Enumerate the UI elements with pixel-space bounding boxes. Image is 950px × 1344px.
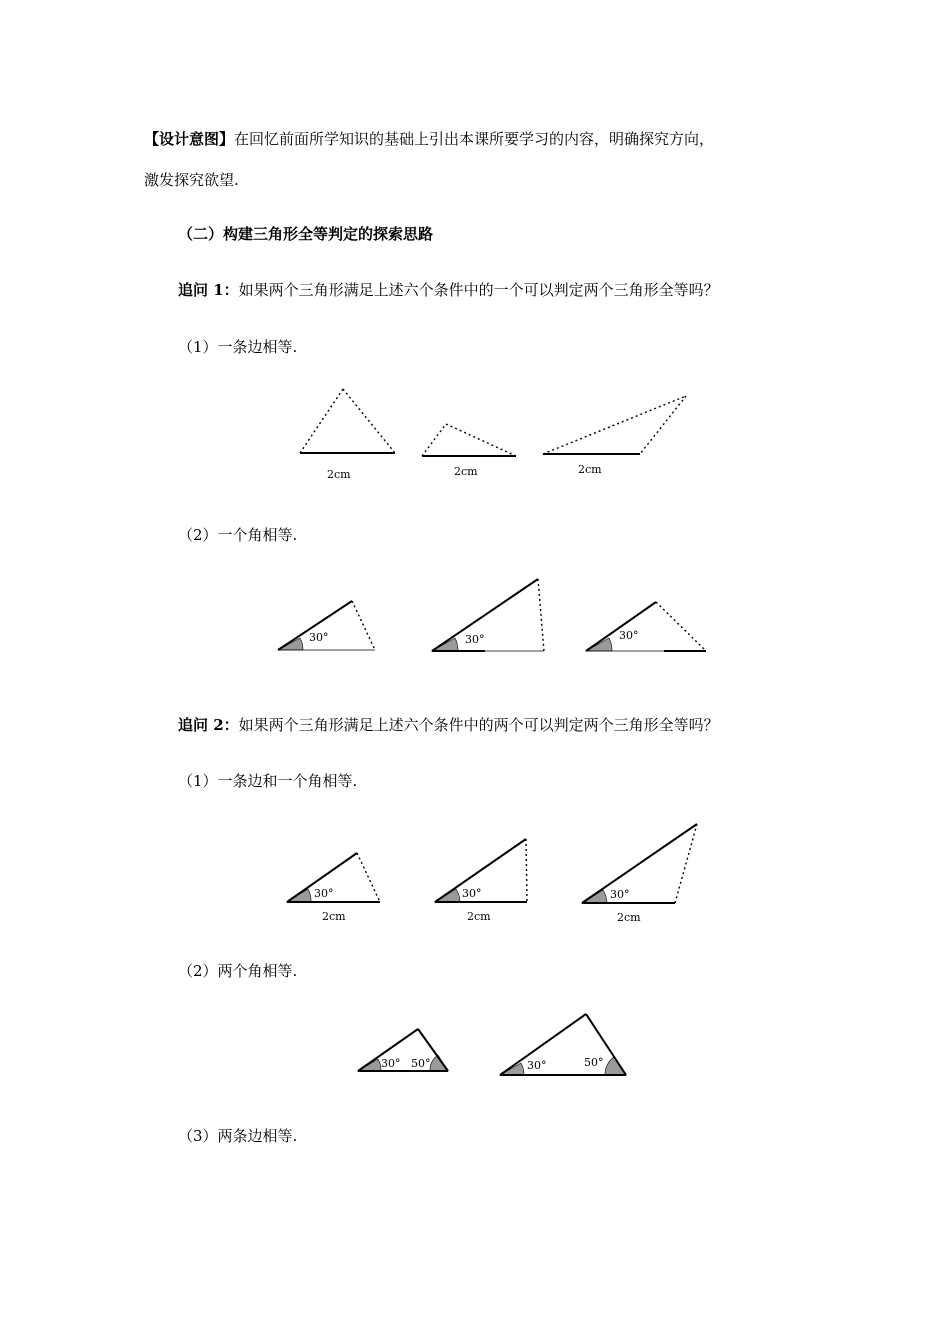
angle-label-4b-50: 50° bbox=[584, 1056, 604, 1069]
q1-item-1: （1）一条边相等. bbox=[178, 338, 298, 356]
q2-item-3: （3）两条边相等. bbox=[178, 1127, 298, 1145]
design-intent-text: 在回忆前面所学知识的基础上引出本课所要学习的内容，明确探究方向， bbox=[234, 130, 715, 148]
side-label-3b: 2cm bbox=[467, 910, 491, 923]
angle-label-4a-50: 50° bbox=[411, 1057, 431, 1070]
angle-label-4a-30: 30° bbox=[381, 1057, 401, 1070]
section-title: （二）构建三角形全等判定的探索思路 bbox=[178, 225, 434, 243]
angle-label-4b-30: 30° bbox=[527, 1059, 547, 1072]
side-label-3a: 2cm bbox=[322, 910, 346, 923]
question-1-label: 追问 1： bbox=[178, 281, 239, 299]
angle-label-2c: 30° bbox=[619, 629, 639, 642]
angle-label-3b: 30° bbox=[462, 887, 482, 900]
angle-label-2a: 30° bbox=[309, 631, 329, 644]
side-label-3c: 2cm bbox=[617, 911, 641, 924]
side-label-1a: 2cm bbox=[327, 468, 351, 481]
q2-item-2: （2）两个角相等. bbox=[178, 962, 298, 980]
q2-item-1: （1）一条边和一个角相等. bbox=[178, 772, 358, 790]
question-2-text: 如果两个三角形满足上述六个条件中的两个可以判定两个三角形全等吗？ bbox=[238, 716, 719, 734]
design-intent-line-2: 激发探究欲望. bbox=[144, 171, 239, 189]
q1-item-2: （2）一个角相等. bbox=[178, 526, 298, 544]
angle-label-3c: 30° bbox=[610, 888, 630, 901]
design-intent-label: 【设计意图】 bbox=[144, 130, 235, 148]
question-1-text: 如果两个三角形满足上述六个条件中的一个可以判定两个三角形全等吗？ bbox=[238, 281, 719, 299]
angle-label-2b: 30° bbox=[465, 633, 485, 646]
side-label-1c: 2cm bbox=[578, 463, 602, 476]
side-label-1b: 2cm bbox=[454, 465, 478, 478]
triangle-4b bbox=[500, 1014, 626, 1075]
triangle-4a bbox=[358, 1029, 448, 1071]
angle-label-3a: 30° bbox=[314, 887, 334, 900]
question-2-label: 追问 2： bbox=[178, 716, 239, 734]
